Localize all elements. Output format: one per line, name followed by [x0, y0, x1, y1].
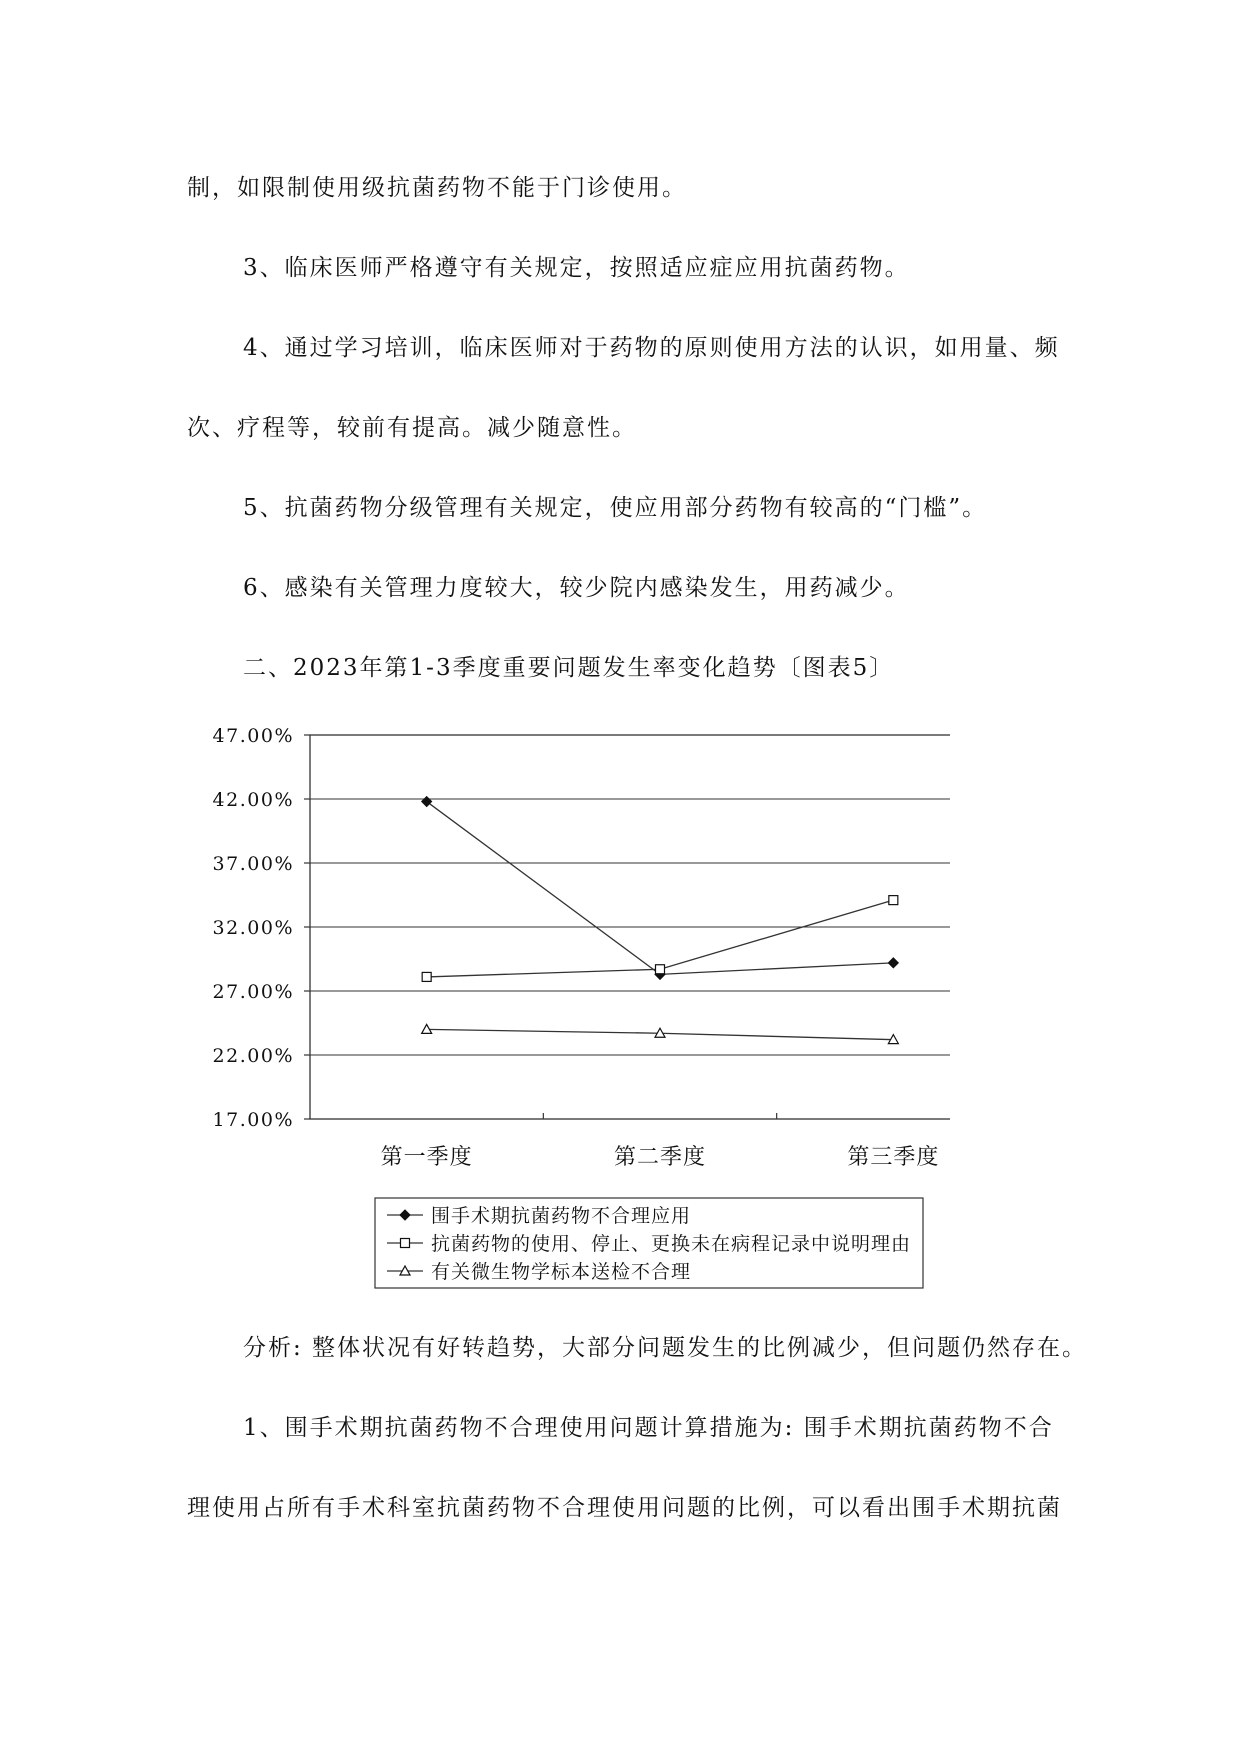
- x-tick-label: 第三季度: [847, 1145, 940, 1170]
- paragraph-item-3: 3、临床医师严格遵守有关规定，按照适应症应用抗菌药物。: [243, 255, 910, 281]
- paragraph-continuation: 制，如限制使用级抗菌药物不能于门诊使用。: [187, 175, 687, 201]
- section-heading: 二、2023年第1-3季度重要问题发生率变化趋势〔图表5〕: [243, 655, 895, 681]
- series-line-1: [427, 802, 894, 975]
- paragraph-item-6: 6、感染有关管理力度较大，较少院内感染发生，用药减少。: [243, 575, 910, 601]
- data-point-square: [422, 972, 431, 981]
- y-tick-label: 47.00%: [212, 725, 294, 747]
- paragraph-item-4: 4、通过学习培训，临床医师对于药物的原则使用方法的认识，如用量、频: [243, 335, 1060, 361]
- legend-label: 围手术期抗菌药物不合理应用: [431, 1205, 692, 1227]
- x-tick-label: 第一季度: [380, 1145, 473, 1170]
- legend-label: 有关微生物学标本送检不合理: [431, 1261, 692, 1283]
- paragraph-analysis-1-continued: 理使用占所有手术科室抗菌药物不合理使用问题的比例，可以看出围手术期抗菌: [187, 1495, 1062, 1521]
- data-point-diamond: [422, 797, 432, 807]
- y-tick-label: 22.00%: [212, 1045, 294, 1067]
- paragraph-item-4-continued: 次、疗程等，较前有提高。减少随意性。: [187, 415, 637, 441]
- y-tick-label: 37.00%: [212, 853, 294, 875]
- y-tick-label: 32.00%: [212, 917, 294, 939]
- analysis-paragraph: 分析: 整体状况有好转趋势，大部分问题发生的比例减少，但问题仍然存在。: [243, 1335, 1088, 1361]
- chart-grid: [310, 799, 950, 1055]
- x-axis-ticks: [381, 1113, 940, 1170]
- y-tick-label: 42.00%: [212, 789, 294, 811]
- y-tick-label: 17.00%: [212, 1109, 294, 1131]
- data-point-square: [401, 1239, 410, 1248]
- legend-label: 抗菌药物的使用、停止、更换未在病程记录中说明理由: [431, 1233, 912, 1255]
- data-point-diamond: [888, 958, 898, 968]
- data-point-square: [656, 965, 665, 974]
- x-tick-label: 第二季度: [613, 1145, 707, 1170]
- trend-chart: [190, 715, 950, 1295]
- paragraph-item-5: 5、抗菌药物分级管理有关规定，使应用部分药物有较高的“门槛”。: [243, 495, 988, 521]
- y-axis-ticks: [213, 725, 310, 1131]
- paragraph-analysis-1: 1、围手术期抗菌药物不合理使用问题计算措施为: 围手术期抗菌药物不合: [243, 1415, 1054, 1441]
- chart-legend: [375, 1198, 923, 1288]
- series-lines: [422, 797, 899, 1044]
- y-tick-label: 27.00%: [212, 981, 294, 1003]
- data-point-square: [889, 896, 898, 905]
